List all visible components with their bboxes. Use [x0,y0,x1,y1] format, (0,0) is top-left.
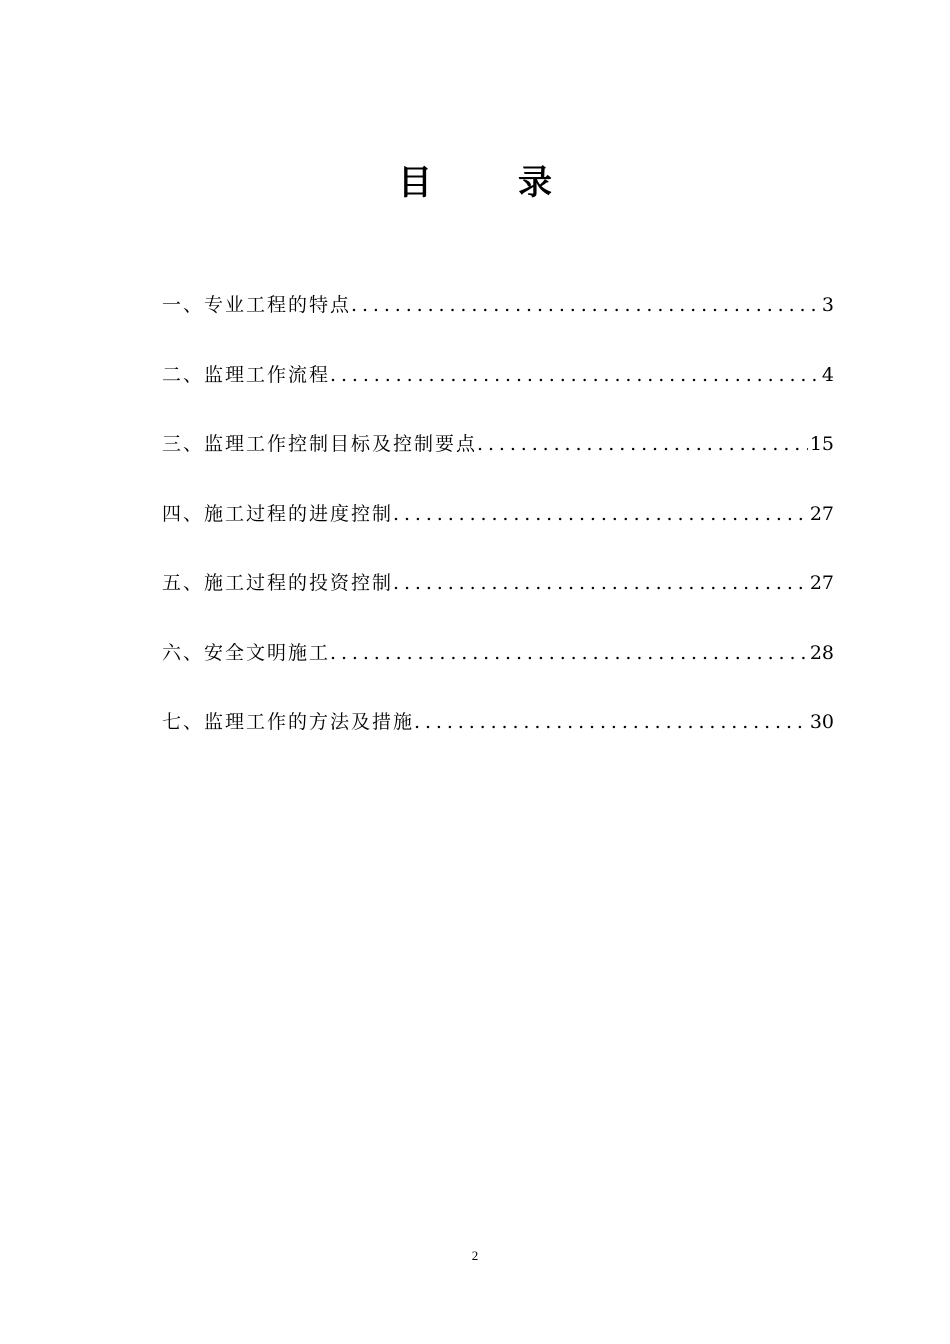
toc-entry[interactable] [162,499,834,569]
toc-entry[interactable] [162,638,834,708]
toc-entry-title: 一、专业工程的特点 [162,294,352,316]
toc-title-char-1: 目 [398,163,432,203]
toc-title-char-2: 录 [518,163,552,203]
toc-entry[interactable] [162,360,834,430]
toc-dot-leader [351,294,820,316]
toc-entry-page: 3 [821,294,834,316]
toc-entry-page: 27 [809,502,834,525]
toc-entry-page: 15 [809,433,834,455]
toc-entry-page: 27 [809,572,834,594]
toc-entry[interactable] [162,290,834,360]
toc-title [0,158,950,208]
page-number: 2 [471,1248,479,1263]
table-of-contents [162,290,834,777]
toc-dot-leader [414,711,808,733]
toc-entry[interactable] [162,707,834,777]
toc-entry[interactable] [162,429,834,499]
toc-entry-page: 4 [821,363,834,386]
toc-entry-page: 30 [809,711,834,733]
toc-entry[interactable] [162,568,834,638]
toc-dot-leader [330,364,820,386]
toc-entry-title: 三、监理工作控制目标及控制要点 [162,433,478,455]
toc-entry-title: 二、监理工作流程 [162,363,331,386]
toc-dot-leader [393,503,808,525]
toc-dot-leader [393,572,808,594]
toc-entry-title: 六、安全文明施工 [162,641,331,664]
toc-dot-leader [477,433,808,455]
toc-entry-title: 四、施工过程的进度控制 [162,502,394,525]
toc-entry-title: 五、施工过程的投资控制 [162,572,394,594]
toc-entry-page: 28 [809,641,834,664]
toc-entry-title: 七、监理工作的方法及措施 [162,711,415,733]
toc-dot-leader [330,642,808,664]
